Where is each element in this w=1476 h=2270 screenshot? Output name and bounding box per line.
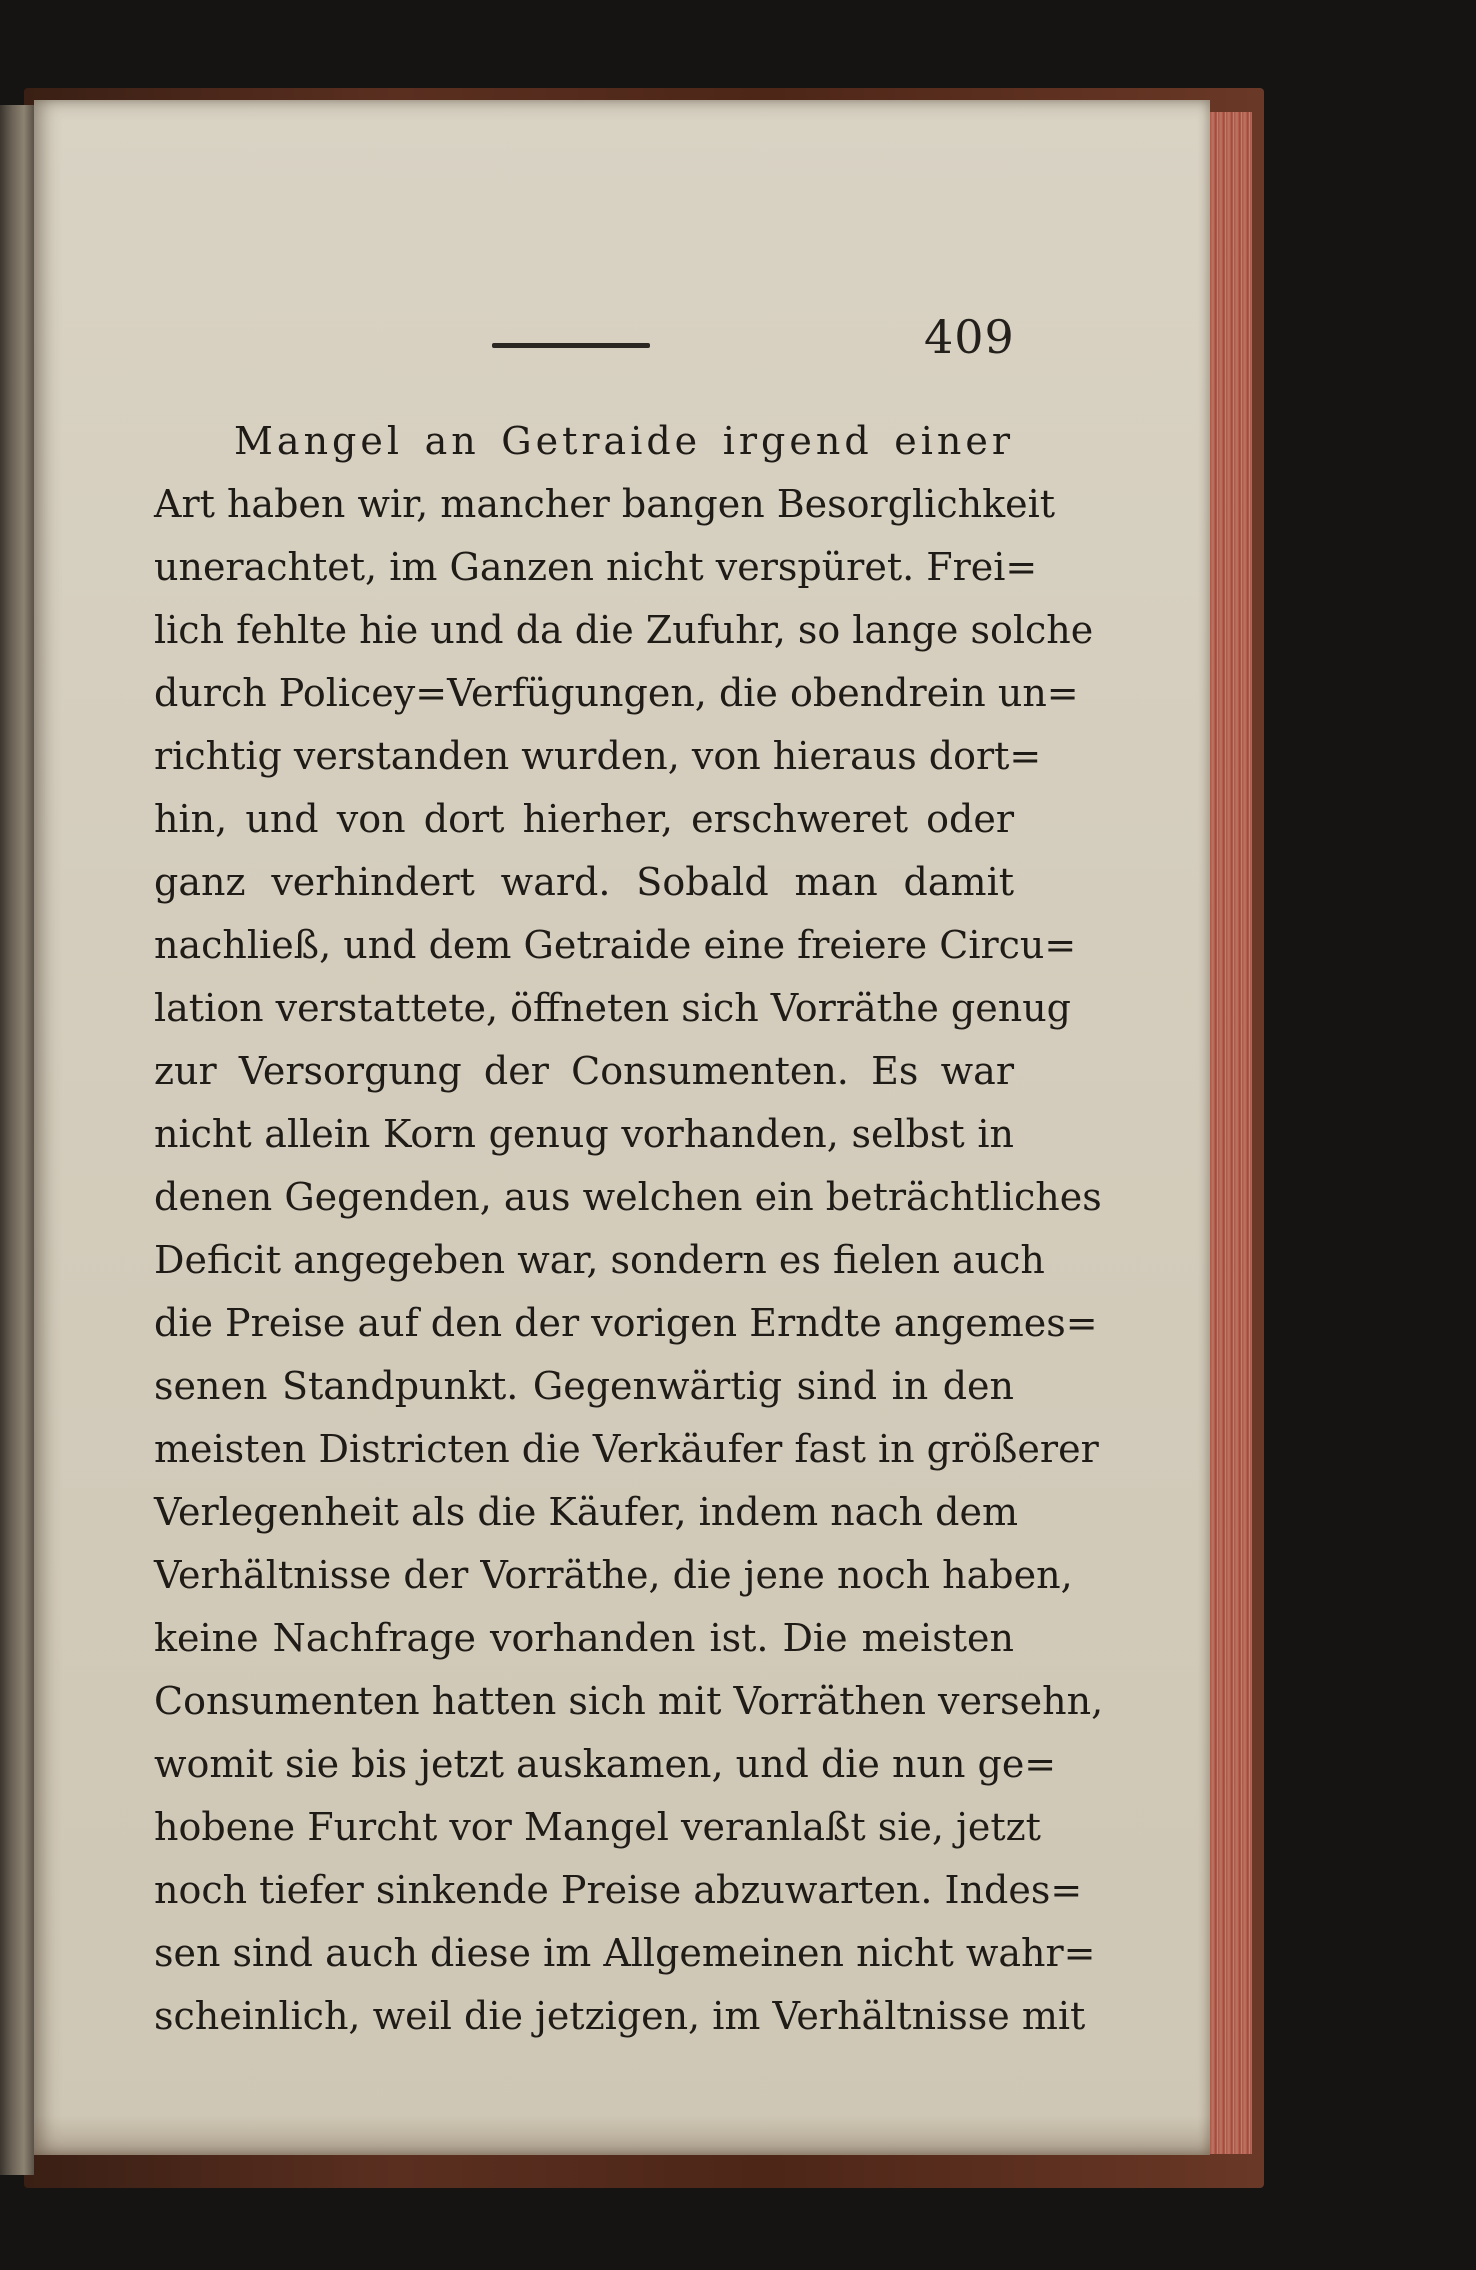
text-line: noch tiefer sinkende Preise abzuwarten. Indes= [154, 1868, 1083, 1912]
text-line: nicht allein Korn genug vorhanden, selbst in [154, 1112, 1014, 1156]
book-page [34, 100, 1210, 2155]
text-line: nachließ, und dem Getraide eine freiere Circu= [154, 923, 1077, 967]
text-line: unerachtet, im Ganzen nicht verspüret. Frei= [154, 545, 1038, 589]
text-line: sen sind auch diese im Allgemeinen nicht wahr= [154, 1931, 1096, 1975]
text-line: lich fehlte hie und da die Zufuhr, so lange solche [154, 608, 1094, 652]
text-line: durch Policey=Verfügungen, die obendrein un= [154, 671, 1079, 715]
text-line: zur Versorgung der Consumenten. Es war [154, 1049, 1014, 1093]
text-line: Deficit angegeben war, sondern es fielen auch [154, 1238, 1045, 1282]
text-line: Art haben wir, mancher bangen Besorglichkeit [154, 482, 1056, 526]
text-line: ganz verhindert ward. Sobald man damit [154, 860, 1014, 904]
text-line: richtig verstanden wurden, von hieraus dort= [154, 734, 1042, 778]
text-line: denen Gegenden, aus welchen ein beträchtliches [154, 1175, 1102, 1219]
page-number: 409 [924, 310, 1015, 364]
text-line: hobene Furcht vor Mangel veranlaßt sie, jetzt [154, 1805, 1041, 1849]
left-page-edge [0, 105, 34, 2175]
body-text [154, 410, 1104, 2048]
text-line: Verlegenheit als die Käufer, indem nach dem [154, 1490, 1019, 1534]
text-line: Verhältnisse der Vorräthe, die jene noch haben, [154, 1553, 1073, 1597]
text-line: meisten Districten die Verkäufer fast in größerer [154, 1427, 1099, 1471]
text-line: keine Nachfrage vorhanden ist. Die meisten [154, 1616, 1014, 1660]
text-line: senen Standpunkt. Gegenwärtig sind in den [154, 1364, 1014, 1408]
text-line: die Preise auf den der vorigen Erndte angemes= [154, 1301, 1098, 1345]
text-line: lation verstattete, öffneten sich Vorräthe genug [154, 986, 1072, 1030]
text-line: hin, und von dort hierher, erschweret oder [154, 797, 1014, 841]
text-line: Mangel an Getraide irgend einer [234, 419, 1014, 463]
text-line: Consumenten hatten sich mit Vorräthen versehn, [154, 1679, 1104, 1723]
text-line: scheinlich, weil die jetzigen, im Verhältnisse mit [154, 1994, 1086, 2038]
header-rule [492, 343, 650, 348]
text-line: womit sie bis jetzt auskamen, und die nun ge= [154, 1742, 1057, 1786]
